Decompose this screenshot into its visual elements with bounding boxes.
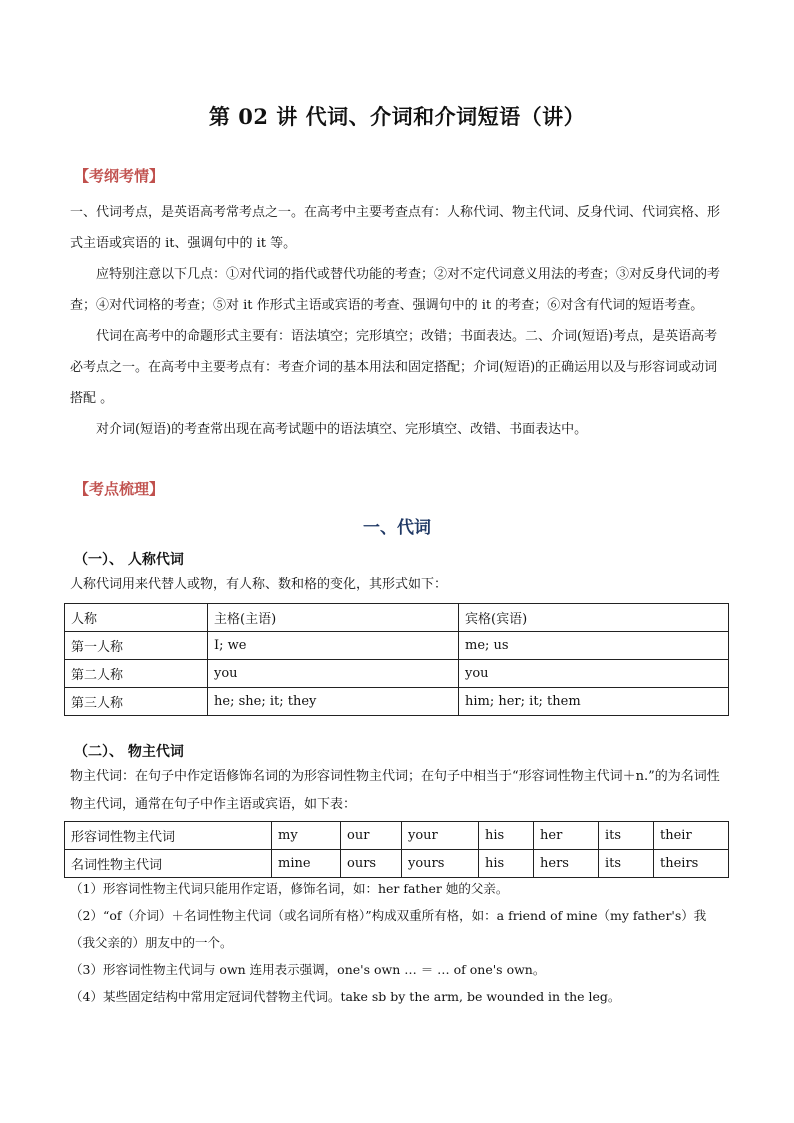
section-outline-heading: 【考纲考情】 [74,167,165,185]
outline-text [70,197,726,445]
table-cell: your [402,822,479,850]
table-cell: 主格(主语) [208,604,459,632]
table-cell: 名词性物主代词 [65,850,272,878]
table-row [65,632,729,660]
pronoun-heading: 一、代词 [363,518,431,538]
table-cell: he; she; it; they [208,688,459,716]
table-cell: him; her; it; them [459,688,729,716]
table-cell: ours [341,850,402,878]
table-cell: 第三人称 [65,688,208,716]
table-cell: our [341,822,402,850]
table-cell: 人称 [65,604,208,632]
note-item: （3）形容词性物主代词与 own 连用表示强调，one's own … ＝ … of one's own。 [70,962,546,977]
personal-pronoun-table [64,603,729,716]
table-cell: yours [402,850,479,878]
table-row [65,850,729,878]
personal-pronoun-heading: （一）、 人称代词 [74,552,184,568]
possessive-pronoun-heading: （二）、 物主代词 [74,744,184,760]
table-cell: mine [272,850,341,878]
page-title: 第 02 讲 代词、介词和介词短语（讲） [208,104,586,129]
table-cell: her [534,822,599,850]
table-cell: you [459,660,729,688]
table-cell: 形容词性物主代词 [65,822,272,850]
possessive-notes [70,875,730,1010]
table-cell: hers [534,850,599,878]
table-row [65,604,729,632]
possessive-pronoun-table [64,821,729,878]
outline-para-1: 一、代词考点，是英语高考常考点之一。在高考中主要考查点有：人称代词、物主代词、反身代词、代词宾格、形式主语或宾语的 it、强调句中的 it 等。 [70,205,721,251]
outline-para-2: 应特别注意以下几点：①对代词的指代或替代功能的考查；②对不定代词意义用法的考查；③对反身代词的考查；④对代词格的考查；⑤对 it 作形式主语或宾语的考查、强调句中的 it 的考查；⑥对含有代词的短语考查。 [70,267,721,313]
table-cell: their [654,822,729,850]
possessive-pronoun-intro: 物主代词：在句子中作定语修饰名词的为形容词性物主代词；在句子中相当于“形容词性物主代词＋n.”的为名词性物主代词，通常在句子中作主语或宾语，如下表： [70,769,720,812]
outline-para-3: 代词在高考中的命题形式主要有：语法填空；完形填空；改错；书面表达。二、介词(短语)考点，是英语高考必考点之一。在高考中主要考点有：考查介词的基本用法和固定搭配；介词(短语)的正确运用以及与形容词或动词搭配 。 [70,329,718,406]
table-cell: 第一人称 [65,632,208,660]
table-cell: 宾格(宾语) [459,604,729,632]
personal-pronoun-intro: 人称代词用来代替人或物，有人称、数和格的变化，其形式如下： [70,577,448,592]
table-cell: my [272,822,341,850]
table-cell: his [479,850,534,878]
table-cell: 第二人称 [65,660,208,688]
table-cell: me; us [459,632,729,660]
table-cell: its [599,850,654,878]
note-item: （2）“of（介词）＋名词性物主代词（或名词所有格）”构成双重所有格，如：a friend of mine（my father's）我（我父亲的）朋友中的一个。 [70,908,707,950]
table-row [65,822,729,850]
note-item: （1）形容词性物主代词只能用作定语，修饰名词，如：her father 她的父亲。 [70,881,509,896]
note-item: （4）某些固定结构中常用定冠词代替物主代词。take sb by the arm, be wounded in the leg。 [70,989,621,1004]
table-cell: his [479,822,534,850]
outline-para-4: 对介词(短语)的考查常出现在高考试题中的语法填空、完形填空、改错、书面表达中。 [96,422,588,437]
table-cell: I; we [208,632,459,660]
table-cell: theirs [654,850,729,878]
section-review-heading: 【考点梳理】 [74,480,165,498]
table-row [65,688,729,716]
table-cell: its [599,822,654,850]
table-row [65,660,729,688]
table-cell: you [208,660,459,688]
